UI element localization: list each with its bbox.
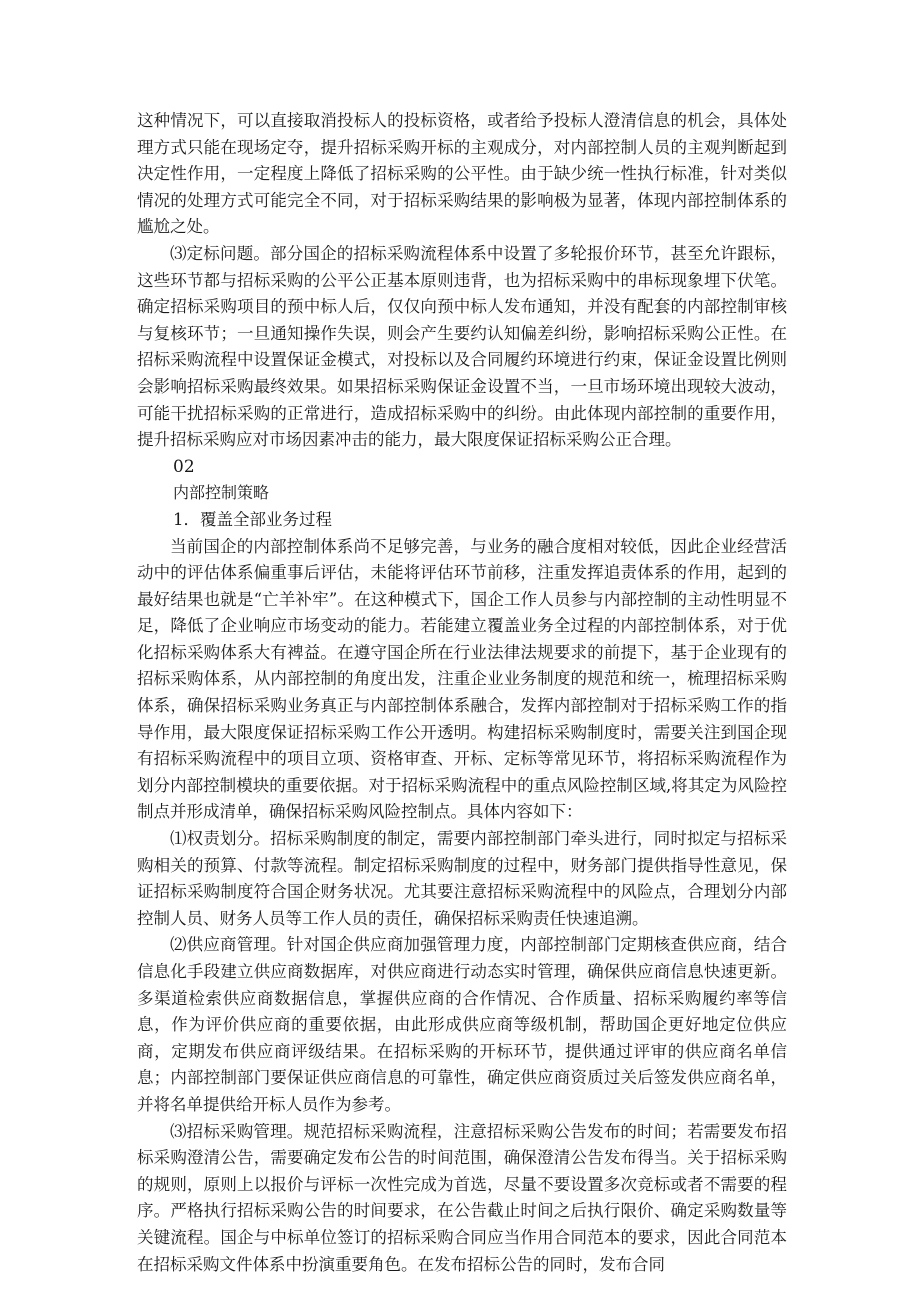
paragraph-supplier-management: ⑵供应商管理。针对国企供应商加强管理力度，内部控制部门定期核查供应商，结合信息化手段建立供应商数据库，对供应商进行动态实时管理，确保供应商信息快速更新。多渠道检索供应商数据信息，掌握供应商的合作情况、合作质量、招标采购履约率等信息，作为评价供应商的重要依据，由此形成供应商等级机制，帮助国企更好地定位供应商，定期发布供应商评级结果。在招标采购的开标环节，提供通过评审的供应商名单信息；内部控制部门要保证供应商信息的可靠性，确定供应商资质过关后签发供应商名单，并将名单提供给开标人员作为参考。 bbox=[137, 935, 787, 1114]
paragraph-full-process-coverage: 当前国企的内部控制体系尚不足够完善，与业务的融合度相对较低，因此企业经营活动中的评估体系偏重事后评估，未能将评估环节前移，注重发挥追责体系的作用，起到的最好结果也就是“亡羊补牢”。在这种模式下，国企工作人员参与内部控制的主动性明显不足，降低了企业响应市场变动的能力。若能建立覆盖业务全过程的内部控制体系，对于优化招标采购体系大有裨益。在遵守国企所在行业法律法规要求的前提下，基于企业现有的招标采购体系，从内部控制的角度出发，注重企业业务制度的规范和统一，梳理招标采购体系，确保招标采购业务真正与内部控制体系融合，发挥内部控制对于招标采购工作的指导作用，最大限度保证招标采购工作公开透明。构建招标采购制度时，需要关注到国企现有招标采购流程中的项目立项、资格审查、开标、定标等常见环节，将招标采购流程作为划分内部控制模块的重要依据。对于招标采购流程中的重点风险控制区域,将其定为风险控制点并形成清单，确保招标采购风险控制点。具体内容如下： bbox=[137, 536, 787, 822]
paragraph-procurement-management: ⑶招标采购管理。规范招标采购流程，注意招标采购公告发布的时间；若需要发布招标采购澄清公告，需要确定发布公告的时间范围，确保澄清公告发布得当。关于招标采购的规则，原则上以报价与评标一次性完成为首选，尽量不要设置多次竞标或者不需要的程序。严格执行招标采购公告的时间要求，在公告截止时间之后执行限价、确定采购数量等关键流程。国企与中标单位签订的招标采购合同应当作用合同范本的要求，因此合同范本在招标采购文件体系中扮演重要角色。在发布招标公告的同时，发布合同 bbox=[137, 1121, 787, 1274]
subsection-title: 1．覆盖全部业务过程 bbox=[173, 509, 332, 529]
paragraph-opening: 这种情况下，可以直接取消投标人的投标资格，或者给予投标人澄清信息的机会，具体处理方式只能在现场定夺，提升招标采购开标的主观成分，对内部控制人员的主观判断起到决定性作用，一定程度上降低了招标采购的公平性。由于缺少统一性执行标准，针对类似情况的处理方式可能完全不同，对于招标采购结果的影响极为显著，体现内部控制体系的尴尬之处。 bbox=[137, 111, 787, 237]
section-number: 02 bbox=[173, 456, 195, 477]
section-title: 内部控制策略 bbox=[173, 483, 270, 503]
paragraph-bid-award-issue: ⑶定标问题。部分国企的招标采购流程体系中设置了多轮报价环节，甚至允许跟标，这些环节都与招标采购的公平公正基本原则违背，也为招标采购中的串标现象埋下伏笔。确定招标采购项目的预中标人后，仅仅向预中标人发布通知，并没有配套的内部控制审核与复核环节；一旦通知操作失误，则会产生要约认知偏差纠纷，影响招标采购公正性。在招标采购流程中设置保证金模式，对投标以及合同履约环境进行约束，保证金设置比例则会影响招标采购最终效果。如果招标采购保证金设置不当，一旦市场环境出现较大波动，可能干扰招标采购的正常进行，造成招标采购中的纠纷。由此体现内部控制的重要作用，提升招标采购应对市场因素冲击的能力，最大限度保证招标采购公正合理。 bbox=[137, 243, 787, 450]
paragraph-authority-division: ⑴权责划分。招标采购制度的制定，需要内部控制部门牵头进行，同时拟定与招标采购相关的预算、付款等流程。制定招标采购制度的过程中，财务部门提供指导性意见，保证招标采购制度符合国企财务状况。尤其要注意招标采购流程中的风险点，合理划分内部控制人员、财务人员等工作人员的责任，确保招标采购责任快速追溯。 bbox=[137, 829, 787, 928]
